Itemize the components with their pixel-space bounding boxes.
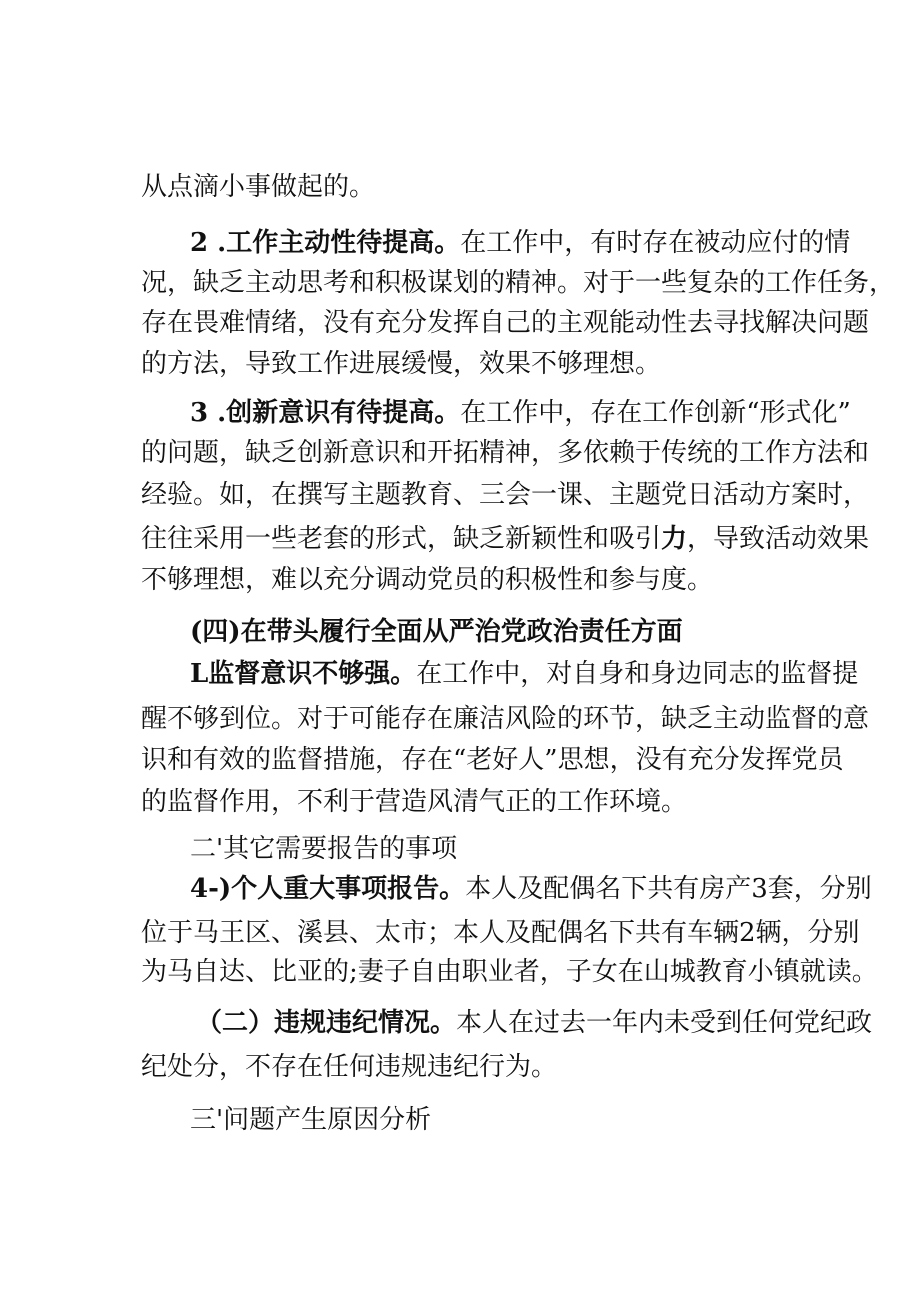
- text-line: [141, 266, 895, 300]
- text-line: [141, 478, 869, 512]
- item-title: （二）违规违纪情况。: [196, 1008, 457, 1038]
- text-run: 在工作中，对自身和身边同志的监督提: [416, 659, 859, 689]
- text-line: [141, 702, 869, 736]
- text-run: 的问题，缺乏创新意识和开拓精神，多依赖于传统的工作方法和: [141, 438, 870, 468]
- item-title: 4-)个人重大事项报告。: [190, 874, 466, 904]
- text-run: 为马自达、比亚的;妻子自由职业者，子女在山城教育小镇就读。: [141, 957, 878, 987]
- text-run-bold: 力: [661, 524, 688, 554]
- text-run: 识和有效的监督措施，存在“老好人”思想，没有充分发挥党员: [141, 745, 844, 775]
- text-run: 醒不够到位。对于可能存在廉洁风险的环节，缺乏主动监督的意: [141, 704, 870, 734]
- chapter-heading: [190, 832, 457, 866]
- text-run: ，导致活动效果: [687, 524, 870, 554]
- text-run: 的方法，导致工作进展缓慢，效果不够理想。: [141, 349, 662, 379]
- text-run: 不够理想，难以充分调动党员的积极性和参与度。: [141, 565, 714, 595]
- text-line: [141, 436, 869, 470]
- item-heading-line: [190, 657, 858, 691]
- text-run: 纪处分，不存在任何违规违纪行为。: [141, 1052, 558, 1082]
- text-run: 从点滴小事做起的。: [141, 172, 376, 202]
- text-run: 存在畏难情绪，没有充分发挥自己的主观能动性去寻找解决问题: [141, 308, 870, 338]
- item-heading-line: [190, 396, 851, 430]
- text-line: [141, 785, 687, 819]
- text-line: [141, 522, 869, 556]
- item-title: L监督意识不够强。: [190, 659, 417, 689]
- text-run: 况，缺乏主动思考和积极谋划的精神。对于一些复杂的工作任务，: [141, 268, 896, 298]
- text-run: 本人及配偶名下共有房产3套，分别: [465, 874, 872, 904]
- text-run: 往往采用一些老套的形式，缺乏新颖性和吸引: [141, 524, 662, 554]
- text-line: [141, 743, 844, 777]
- text-line: [141, 347, 661, 381]
- chapter-title: 三'问题产生原因分析: [190, 1105, 432, 1135]
- text-line: [141, 170, 375, 204]
- text-line: [141, 1050, 557, 1084]
- item-heading-line: [196, 1006, 872, 1040]
- text-run: 的监督作用，不利于营造风清气正的工作环境。: [141, 787, 688, 817]
- text-run: 本人在过去一年内未受到任何党纪政: [456, 1008, 873, 1038]
- section-title: (四)在带头履行全面从严治党政治责任方面: [190, 617, 683, 647]
- item-title: 3 .创新意识有待提高。: [190, 398, 461, 428]
- text-run: 经验。如，在撰写主题教育、三会一课、主题党日活动方案时，: [141, 480, 870, 510]
- text-line: [141, 563, 713, 597]
- chapter-title: 二'其它需要报告的事项: [190, 834, 458, 864]
- text-line: [141, 916, 860, 950]
- chapter-heading: [190, 1103, 431, 1137]
- text-run: 在工作中，有时存在被动应付的情: [460, 228, 851, 258]
- item-heading-line: [190, 226, 850, 260]
- text-run: 位于马王区、溪县、太市；本人及配偶名下共有车辆2辆，分别: [141, 918, 860, 948]
- item-heading-line: [190, 872, 872, 906]
- item-title: 2 .工作主动性待提高。: [190, 228, 461, 258]
- text-line: [141, 955, 878, 989]
- section-heading: [190, 615, 683, 649]
- text-line: [141, 306, 869, 340]
- text-run: 在工作中，存在工作创新“形式化”: [460, 398, 851, 428]
